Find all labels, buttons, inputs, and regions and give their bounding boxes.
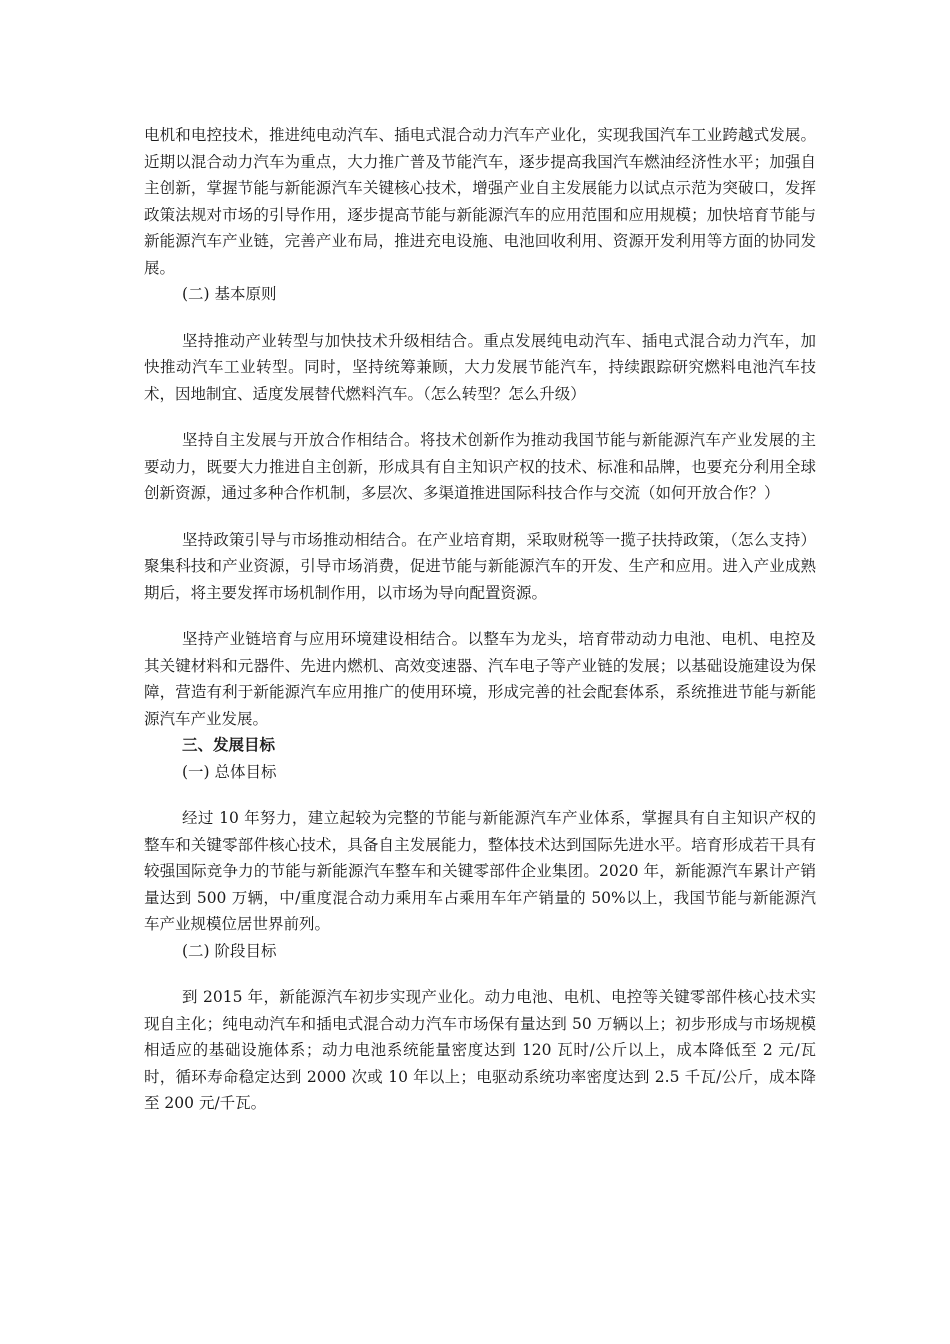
paragraph-continued: 电机和电控技术，推进纯电动汽车、插电式混合动力汽车产业化，实现我国汽车工业跨越式发展。近期以混合动力汽车为重点，大力推广普及节能汽车，逐步提高我国汽车燃油经济性水平；加强自主创新，掌握节能与新能源汽车关键核心技术，增强产业自主发展能力以试点示范为突破口，发挥政策法规对市场的引导作用，逐步提高节能与新能源汽车的应用范围和应用规模；加快培育节能与新能源汽车产业链，完善产业布局，推进充电设施、电池回收利用、资源开发利用等方面的协同发展。 <box>144 126 816 277</box>
paragraph-overall-goals: 经过 10 年努力，建立起较为完整的节能与新能源汽车产业体系，掌握具有自主知识产权的整车和关键零部件核心技术，具备自主发展能力，整体技术达到国际先进水平。培育形成若干具有较强国际竞争力的节能与新能源汽车整车和关键零部件企业集团。2020 年，新能源汽车累计产销量达到 500 万辆，中/重度混合动力乘用车占乘用车年产销量的 50%以上，我国节能与新能源汽车产业规模位居世界前列。 <box>144 809 816 933</box>
section-heading-basic-principles: (二) 基本原则 <box>182 285 277 303</box>
paragraph-principle-4: 坚持产业链培育与应用环境建设相结合。以整车为龙头，培育带动动力电池、电机、电控及其关键材料和元器件、先进内燃机、高效变速器、汽车电子等产业链的发展；以基础设施建设为保障，营造有利于新能源汽车应用推广的使用环境，形成完善的社会配套体系，系统推进节能与新能源汽车产业发展。 <box>144 630 816 728</box>
paragraph-principle-2: 坚持自主发展与开放合作相结合。将技术创新作为推动我国节能与新能源汽车产业发展的主要动力，既要大力推进自主创新，形成具有自主知识产权的技术、标准和品牌，也要充分利用全球创新资源，通过多种合作机制，多层次、多渠道推进国际科技合作与交流（如何开放合作？） <box>144 431 816 502</box>
paragraph-principle-1: 坚持推动产业转型与加快技术升级相结合。重点发展纯电动汽车、插电式混合动力汽车，加快推动汽车工业转型。同时，坚持统筹兼顾，大力发展节能汽车，持续跟踪研究燃料电池汽车技术，因地制宜、适度发展替代燃料汽车。（怎么转型？怎么升级） <box>144 331 816 403</box>
section-heading-stage-goals: (二) 阶段目标 <box>182 941 277 960</box>
paragraph-principle-3: 坚持政策引导与市场推动相结合。在产业培育期，采取财税等一揽子扶持政策，（怎么支持）聚集科技和产业资源，引导市场消费，促进节能与新能源汽车的开发、生产和应用。进入产业成熟期后，将主要发挥市场机制作用，以市场为导向配置资源。 <box>144 530 816 602</box>
document-page <box>144 122 816 1117</box>
paragraph-stage-goals: 到 2015 年，新能源汽车初步实现产业化。动力电池、电机、电控等关键零部件核心技术实现自主化；纯电动汽车和插电式混合动力汽车市场保有量达到 50 万辆以上；初步形成与市场规模相适应的基础设施体系；动力电池系统能量密度达到 120 瓦时/公斤以上，成本降低至 2 元/瓦时，循环寿命稳定达到 2000 次或 10 年以上；电驱动系统功率密度达到 2.5 千瓦/公斤，成本降至 200 元/千瓦。 <box>144 988 816 1112</box>
chapter-heading-goals: 三、发展目标 <box>182 735 276 754</box>
section-heading-overall-goals: (一) 总体目标 <box>182 762 277 781</box>
